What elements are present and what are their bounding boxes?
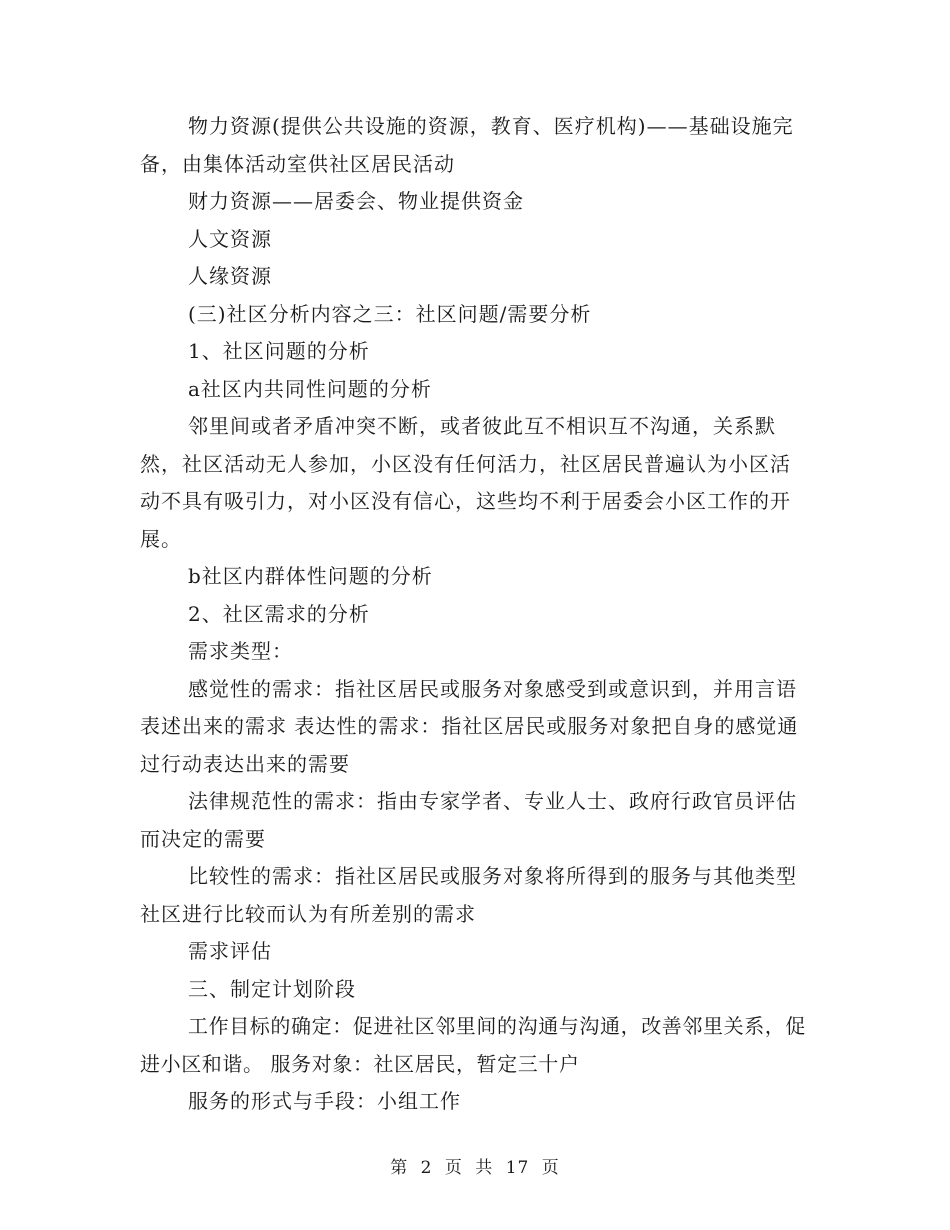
paragraph-financial-resources: 财力资源——居委会、物业提供资金 [188, 189, 524, 213]
paragraph-relationship-resources: 人缘资源 [188, 264, 272, 288]
footer-page-word: 页 [444, 1158, 463, 1178]
document-body [140, 108, 808, 1121]
paragraph-comparative-needs: 比较性的需求：指社区居民或服务对象将所得到的服务与其他类型社区进行比较而认为有所差别的需求 [140, 864, 797, 926]
heading-planning-stage: 三、制定计划阶段 [188, 976, 356, 1001]
paragraph-material-resources: 物力资源(提供公共设施的资源，教育、医疗机构)——基础设施完备，由集体活动室供社区居民活动 [140, 114, 794, 176]
heading-community-analysis-3: (三)社区分析内容之三：社区问题/需要分析 [188, 301, 592, 326]
heading-needs-analysis: 2、社区需求的分析 [188, 601, 370, 626]
paragraph-felt-needs: 感觉性的需求：指社区居民或服务对象感受到或意识到，并用言语表述出来的需求 表达性的需求：指社区居民或服务对象把自身的感觉通过行动表达出来的需要 [140, 676, 799, 776]
heading-problem-analysis: 1、社区问题的分析 [188, 339, 370, 363]
paragraph-cultural-resources: 人文资源 [188, 226, 272, 251]
heading-needs-assessment: 需求评估 [188, 939, 272, 963]
page-footer [0, 1153, 950, 1178]
paragraph-normative-needs: 法律规范性的需求：指由专家学者、专业人士、政府行政官员评估而决定的需要 [140, 789, 797, 851]
paragraph-common-problems: 邻里间或者矛盾冲突不断，或者彼此互不相识互不沟通，关系默然，社区活动无人参加，小区没有任何活力，社区居民普遍认为小区活动不具有吸引力，对小区没有信心，这些均不利于居委会小区工作的开展。 [140, 414, 791, 551]
heading-group-problems: b社区内群体性问题的分析 [188, 564, 433, 588]
paragraph-work-goals: 工作目标的确定：促进社区邻里间的沟通与沟通，改善邻里关系，促进小区和谐。 服务对象：社区居民，暂定三十户 [140, 1014, 806, 1076]
heading-need-types: 需求类型： [188, 639, 293, 663]
footer-total-pages: 17 [505, 1158, 530, 1178]
footer-total-word: 共 [475, 1158, 494, 1178]
footer-suffix: 页 [541, 1158, 560, 1178]
heading-common-problems: a社区内共同性问题的分析 [188, 376, 432, 401]
footer-prefix: 第 [390, 1158, 409, 1178]
paragraph-service-forms: 服务的形式与手段：小组工作 [188, 1089, 461, 1113]
footer-current-page: 2 [420, 1158, 433, 1178]
